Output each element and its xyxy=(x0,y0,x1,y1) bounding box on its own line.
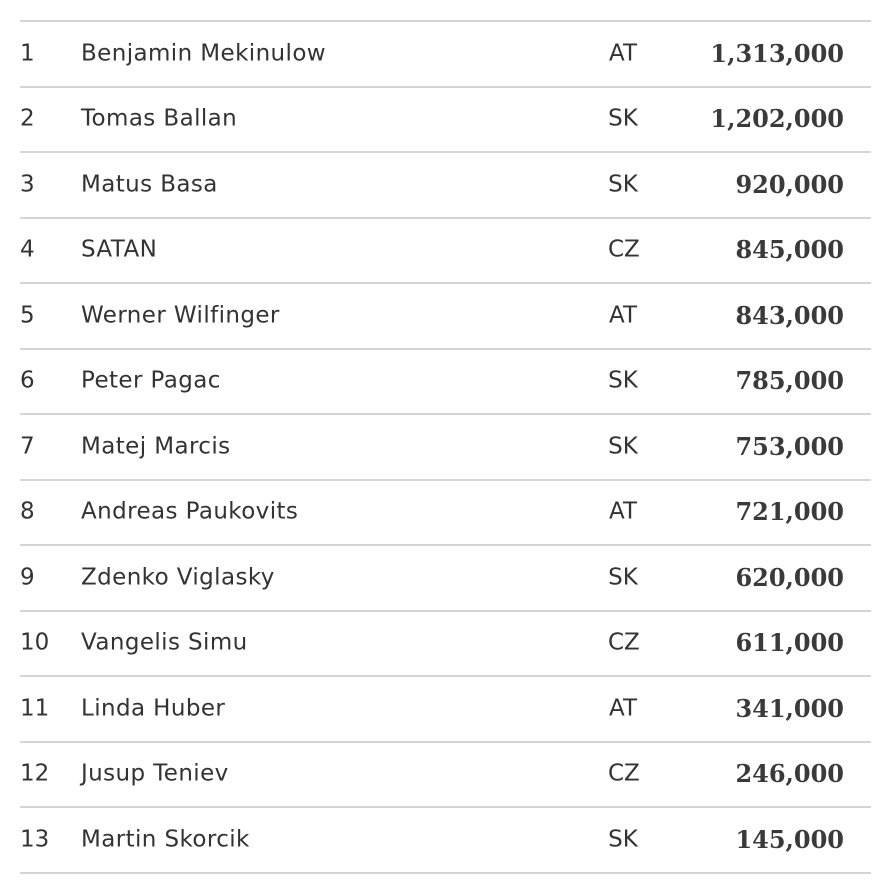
player-name-cell: Martin Skorcik xyxy=(81,826,250,853)
player-name-cell: Vangelis Simu xyxy=(81,629,248,656)
rank-cell: 5 xyxy=(20,302,35,329)
player-name-cell: Jusup Teniev xyxy=(81,760,229,787)
rank-cell: 10 xyxy=(20,629,50,656)
country-cell: CZ xyxy=(608,236,640,263)
table-row xyxy=(20,743,871,809)
rank-cell: 7 xyxy=(20,433,35,460)
country-cell: SK xyxy=(608,826,638,853)
table-row xyxy=(20,350,871,416)
rank-cell: 12 xyxy=(20,760,50,787)
rank-cell: 2 xyxy=(20,105,35,132)
amount-cell: 1,202,000 xyxy=(710,104,844,134)
table-row xyxy=(20,481,871,547)
amount-cell: 920,000 xyxy=(735,169,844,199)
player-name-cell: Tomas Ballan xyxy=(81,105,238,132)
country-cell: SK xyxy=(608,367,638,394)
player-name-cell: Andreas Paukovits xyxy=(81,498,299,525)
country-cell: CZ xyxy=(608,629,640,656)
amount-cell: 843,000 xyxy=(735,300,844,330)
leaderboard-table xyxy=(20,20,871,874)
country-cell: AT xyxy=(609,498,637,525)
amount-cell: 145,000 xyxy=(735,824,844,854)
amount-cell: 620,000 xyxy=(735,562,844,592)
table-row xyxy=(20,546,871,612)
table-row xyxy=(20,808,871,874)
table-row xyxy=(20,415,871,481)
country-cell: AT xyxy=(609,302,637,329)
country-cell: SK xyxy=(608,564,638,591)
player-name-cell: Linda Huber xyxy=(81,695,226,722)
rank-cell: 9 xyxy=(20,564,35,591)
table-row xyxy=(20,677,871,743)
country-cell: AT xyxy=(609,695,637,722)
table-row xyxy=(20,219,871,285)
amount-cell: 845,000 xyxy=(735,235,844,265)
rank-cell: 3 xyxy=(20,171,35,198)
amount-cell: 611,000 xyxy=(735,628,844,658)
table-row xyxy=(20,22,871,88)
country-cell: AT xyxy=(609,40,637,67)
player-name-cell: Peter Pagac xyxy=(81,367,221,394)
amount-cell: 785,000 xyxy=(735,366,844,396)
table-row xyxy=(20,153,871,219)
player-name-cell: Benjamin Mekinulow xyxy=(81,40,327,67)
rank-cell: 8 xyxy=(20,498,35,525)
country-cell: SK xyxy=(608,171,638,198)
player-name-cell: SATAN xyxy=(81,236,158,263)
player-name-cell: Matus Basa xyxy=(81,171,218,198)
rank-cell: 6 xyxy=(20,367,35,394)
player-name-cell: Matej Marcis xyxy=(81,433,231,460)
player-name-cell: Werner Wilfinger xyxy=(81,302,280,329)
rank-cell: 11 xyxy=(20,695,50,722)
player-name-cell: Zdenko Viglasky xyxy=(81,564,275,591)
amount-cell: 341,000 xyxy=(735,693,844,723)
country-cell: SK xyxy=(608,105,638,132)
amount-cell: 721,000 xyxy=(735,497,844,527)
amount-cell: 753,000 xyxy=(735,431,844,461)
amount-cell: 246,000 xyxy=(735,759,844,789)
table-row xyxy=(20,612,871,678)
rank-cell: 4 xyxy=(20,236,35,263)
rank-cell: 1 xyxy=(20,40,35,67)
country-cell: CZ xyxy=(608,760,640,787)
table-row xyxy=(20,88,871,154)
amount-cell: 1,313,000 xyxy=(710,38,844,68)
table-row xyxy=(20,284,871,350)
country-cell: SK xyxy=(608,433,638,460)
rank-cell: 13 xyxy=(20,826,50,853)
